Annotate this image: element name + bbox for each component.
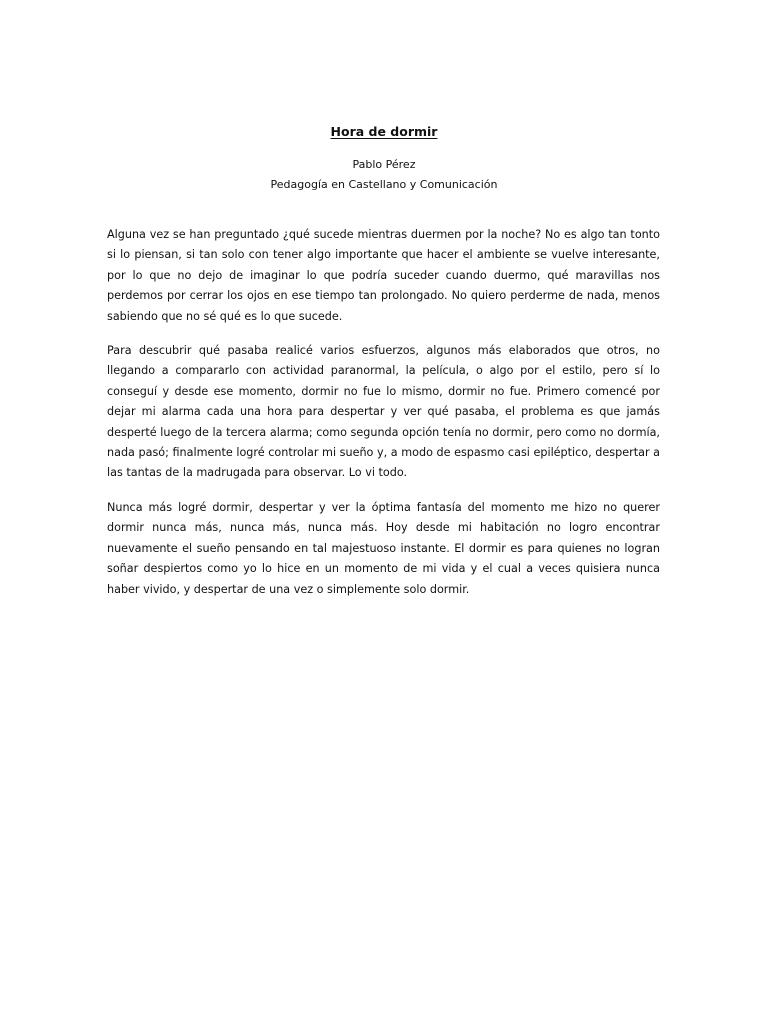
paragraph: Nunca más logré dormir, despertar y ver la óptima fantasía del momento me hizo no querer dormir nunca más, nunca más, nunca más. Hoy desde mi habitación no logro encontrar nuevamente el sueño pensando en tal majestuoso instante. El dormir es para quienes no logran soñar despiertos como yo lo hice en un momento de mi vida y el cual a veces quisiera nunca haber vivido, y despertar de una vez o simplemente solo dormir. — [107, 500, 660, 596]
program-name: Pedagogía en Castellano y Comunicación — [270, 178, 498, 191]
paragraph: Para descubrir qué pasaba realicé varios esfuerzos, algunos más elaborados que otros, no llegando a compararlo con actividad paranormal, la película, o algo por el estilo, pero sí lo conseguí y desde ese momento, dormir no fue lo mismo, dormir no fue. Primero comencé por dejar mi alarma cada una hora para despertar y ver qué pasaba, el problema es que jamás desperté luego de la tercera alarma; como segunda opción tenía no dormir, pero como no dormía, nada pasó; finalmente logré controlar mi sueño y, a modo de espasmo casi epiléptico, despertar a las tantas de la madrugada para observar. Lo vi todo. — [107, 344, 660, 480]
document-body — [107, 225, 660, 614]
paragraph: Alguna vez se han preguntado ¿qué sucede mientras duermen por la noche? No es algo tan tonto si lo piensan, si tan solo con tener algo importante que hacer el ambiente se vuelve interesante, por lo que no dejo de imaginar lo que podría suceder cuando duermo, qué maravillas nos perdemos por cerrar los ojos en ese tiempo tan prolongado. No quiero perderme de nada, menos sabiendo que no sé qué es lo que sucede. — [107, 228, 660, 323]
document-title: Hora de dormir — [330, 124, 438, 139]
author-name: Pablo Pérez — [352, 158, 416, 171]
